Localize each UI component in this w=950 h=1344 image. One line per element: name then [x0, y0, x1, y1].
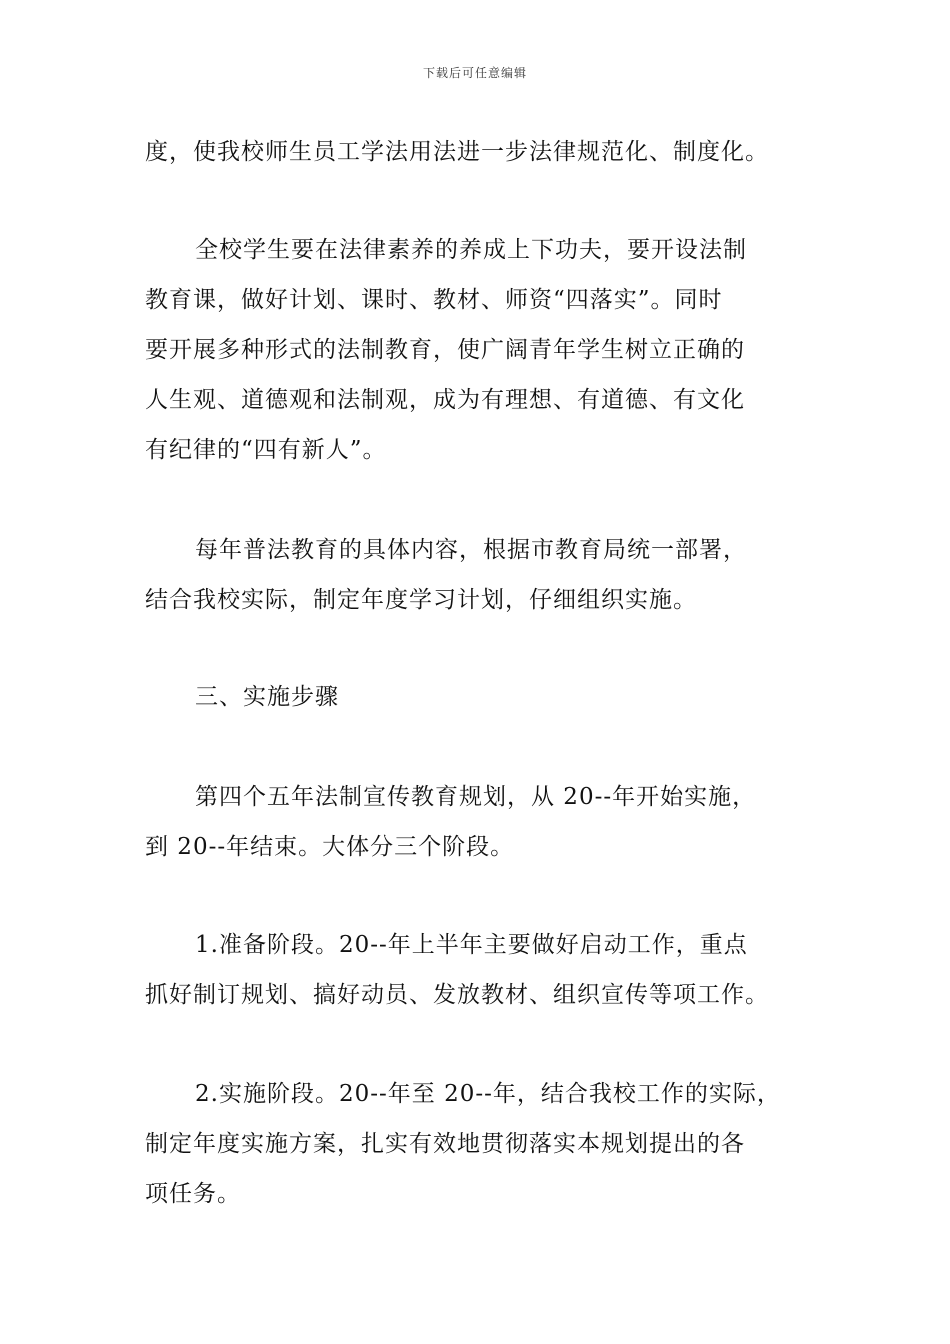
paragraph-annual-content [145, 525, 825, 625]
text-line: 教育课，做好计划、课时、教材、师资“四落实”。同时 [145, 287, 723, 313]
text-line: 要开展多种形式的法制教育，使广阔青年学生树立正确的 [145, 337, 745, 363]
text-line: 人生观、道德观和法制观，成为有理想、有道德、有文化 [145, 387, 745, 413]
text-line: 第四个五年法制宣传教育规划，从 20--年开始实施， [195, 784, 757, 810]
text-line: 抓好制订规划、搞好动员、发放教材、组织宣传等项工作。 [145, 982, 769, 1008]
paragraph-legal-literacy [145, 225, 825, 475]
text-line: 全校学生要在法律素养的养成上下功夫，要开设法制 [195, 237, 747, 263]
text-line: 2.实施阶段。20--年至 20--年，结合我校工作的实际， [195, 1081, 781, 1107]
text-line: 制定年度实施方案，扎实有效地贯彻落实本规划提出的各 [145, 1131, 745, 1157]
text-line: 项任务。 [145, 1181, 241, 1207]
text-line: 1.准备阶段。20--年上半年主要做好启动工作，重点 [195, 932, 748, 958]
paragraph-continuation [145, 127, 825, 177]
text-line: 度，使我校师生员工学法用法进一步法律规范化、制度化。 [145, 139, 769, 165]
text-line: 每年普法教育的具体内容，根据市教育局统一部署， [195, 537, 747, 563]
text-line: 有纪律的“四有新人”。 [145, 437, 387, 463]
header-note: 下载后可任意编辑 [422, 66, 527, 80]
text-line: 结合我校实际，制定年度学习计划，仔细组织实施。 [145, 587, 697, 613]
heading-text: 三、实施步骤 [195, 684, 339, 710]
text-line: 到 20--年结束。大体分三个阶段。 [145, 834, 515, 860]
paragraph-preparation-stage [145, 920, 825, 1020]
paragraph-implementation-stage [145, 1069, 825, 1219]
paragraph-five-year-plan [145, 772, 825, 872]
section-heading [145, 672, 825, 722]
